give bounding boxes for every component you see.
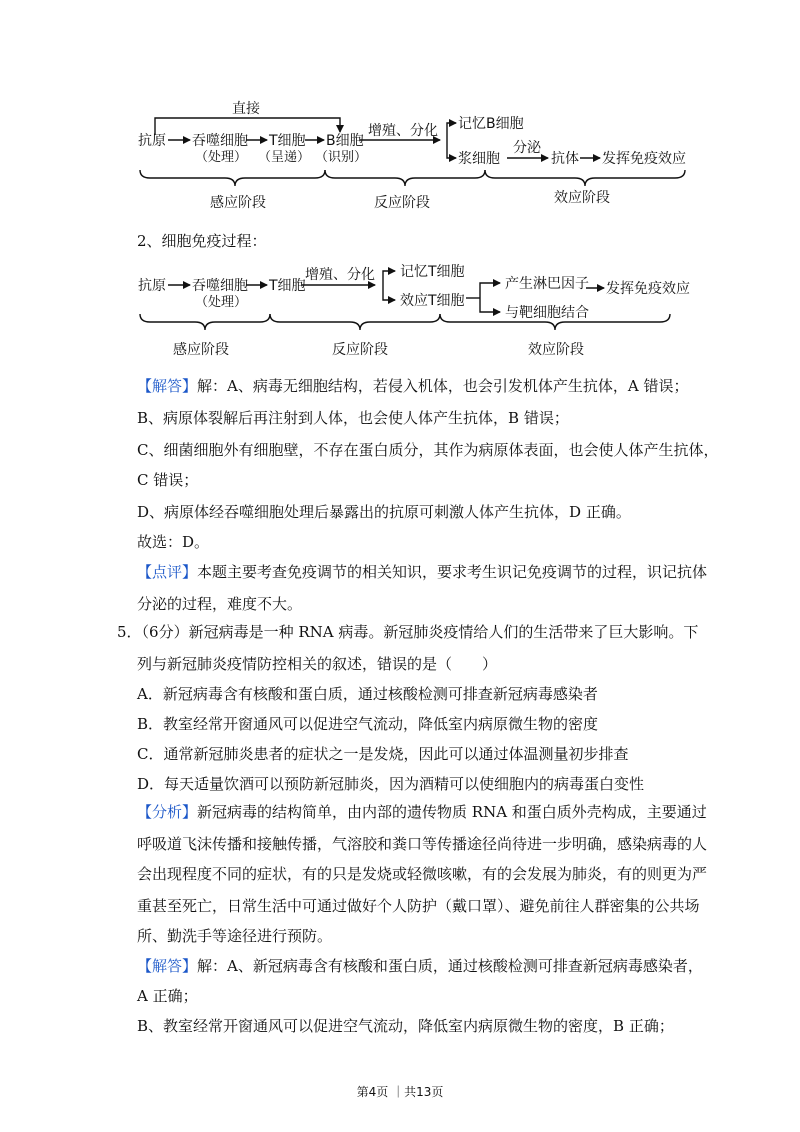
node-tcell: T细胞: [269, 133, 306, 149]
note-macrophage: （处理）: [195, 150, 248, 165]
page-footer: 第4页 ｜共13页: [356, 1085, 444, 1099]
heading-cellular-immunity: 2、细胞免疫过程：: [137, 232, 267, 250]
node-tcell-2: T细胞: [269, 278, 306, 294]
node-macrophage-2: 吞噬细胞: [192, 278, 248, 294]
comment-tag: 【点评】: [137, 563, 198, 581]
answer4-line: B、病原体裂解后再注射到人体，也会使人体产生抗体，B 错误；: [137, 409, 569, 427]
stage-effector-2: 效应阶段: [528, 342, 584, 358]
answer-tag: 【解答】: [137, 377, 198, 395]
question5-stem: 5．（6分）新冠病毒是一种 RNA 病毒。新冠肺炎疫情给人们的生活带来了巨大影响。下: [117, 623, 699, 641]
analysis5-line: 【分析】新冠病毒的结构简单，由内部的遗传物质 RNA 和蛋白质外壳构成，主要通过: [137, 803, 707, 821]
node-memory-tcell: 记忆T细胞: [400, 264, 465, 280]
analysis5-line: 会出现程度不同的症状，有的只是发烧或轻微咳嗽，有的会发展为肺炎，有的则更为严: [137, 865, 708, 883]
note-bcell: （识别）: [315, 150, 368, 165]
answer4-line: 【解答】解：A、病毒无细胞结构，若侵入机体，也会引发机体产生抗体，A 错误；: [137, 377, 689, 395]
stage-reaction: 反应阶段: [374, 195, 430, 211]
stage-reaction-2: 反应阶段: [332, 342, 388, 358]
analysis5-line: 重甚至死亡，日常生活中可通过做好个人防护（戴口罩）、避免前往人群密集的公共场: [137, 897, 700, 915]
stage-sensing: 感应阶段: [210, 195, 266, 211]
label-secrete: 分泌: [513, 140, 541, 156]
node-antibody: 抗体: [551, 151, 579, 167]
node-macrophage: 吞噬细胞: [192, 133, 248, 149]
node-effector-tcell: 效应T细胞: [400, 293, 465, 309]
answer5-line: B、教室经常开窗通风可以促进空气流动，降低室内病原微生物的密度，B 正确；: [137, 1017, 674, 1035]
answer4-line: D、病原体经吞噬细胞处理后暴露出的抗原可刺激人体产生抗体，D 正确。: [137, 503, 631, 521]
node-effect: 发挥免疫效应: [602, 151, 686, 167]
comment4-line: 【点评】本题主要考查免疫调节的相关知识，要求考生识记免疫调节的过程，识记抗体: [137, 563, 708, 581]
node-bind-target: 与靶细胞结合: [505, 305, 589, 321]
question5-stem: 列与新冠肺炎疫情防控相关的叙述，错误的是（ ）: [137, 655, 498, 673]
option-b: B．教室经常开窗通风可以促进空气流动，降低室内病原微生物的密度: [137, 715, 599, 733]
note-tcell: （呈递）: [258, 150, 311, 165]
analysis-tag: 【分析】: [137, 803, 198, 821]
option-a: A．新冠病毒含有核酸和蛋白质，通过核酸检测可排查新冠病毒感染者: [137, 685, 598, 703]
node-bcell: B细胞: [326, 133, 364, 149]
answer4-line: C 错误；: [137, 471, 199, 489]
analysis5-line: 呼吸道飞沫传播和接触传播，气溶胶和粪口等传播途径尚待进一步明确，感染病毒的人: [137, 835, 708, 853]
label-direct: 直接: [232, 101, 260, 117]
answer5-line: 【解答】解：A、新冠病毒含有核酸和蛋白质，通过核酸检测可排查新冠病毒感染者，: [137, 957, 703, 975]
answer-tag: 【解答】: [137, 957, 198, 975]
stage-sensing-2: 感应阶段: [173, 342, 229, 358]
analysis5-line: 所、勤洗手等途径进行预防。: [137, 927, 333, 945]
label-proliferate-2: 增殖、分化: [305, 267, 375, 283]
comment4-line: 分泌的过程，难度不大。: [137, 595, 303, 613]
option-d: D．每天适量饮酒可以预防新冠肺炎，因为酒精可以使细胞内的病毒蛋白变性: [137, 775, 645, 793]
answer4-line: 故选：D。: [137, 533, 210, 551]
answer4-line: C、细菌细胞外有细胞壁，不存在蛋白质分，其作为病原体表面，也会使人体产生抗体，: [137, 441, 719, 459]
note-macrophage-2: （处理）: [195, 295, 248, 310]
cellular-immunity-diagram: [0, 0, 800, 400]
node-antigen-2: 抗原: [138, 278, 166, 294]
node-effect-2: 发挥免疫效应: [606, 281, 690, 297]
answer5-line: A 正确；: [137, 987, 198, 1005]
option-c: C．通常新冠肺炎患者的症状之一是发烧，因此可以通过体温测量初步排查: [137, 745, 629, 763]
node-antigen: 抗原: [138, 133, 166, 149]
stage-effector: 效应阶段: [554, 190, 610, 206]
node-plasma-cell: 浆细胞: [458, 151, 500, 167]
label-proliferate: 增殖、分化: [368, 123, 438, 139]
node-lymphokine: 产生淋巴因子: [505, 276, 589, 292]
node-memory-bcell: 记忆B细胞: [458, 116, 524, 132]
